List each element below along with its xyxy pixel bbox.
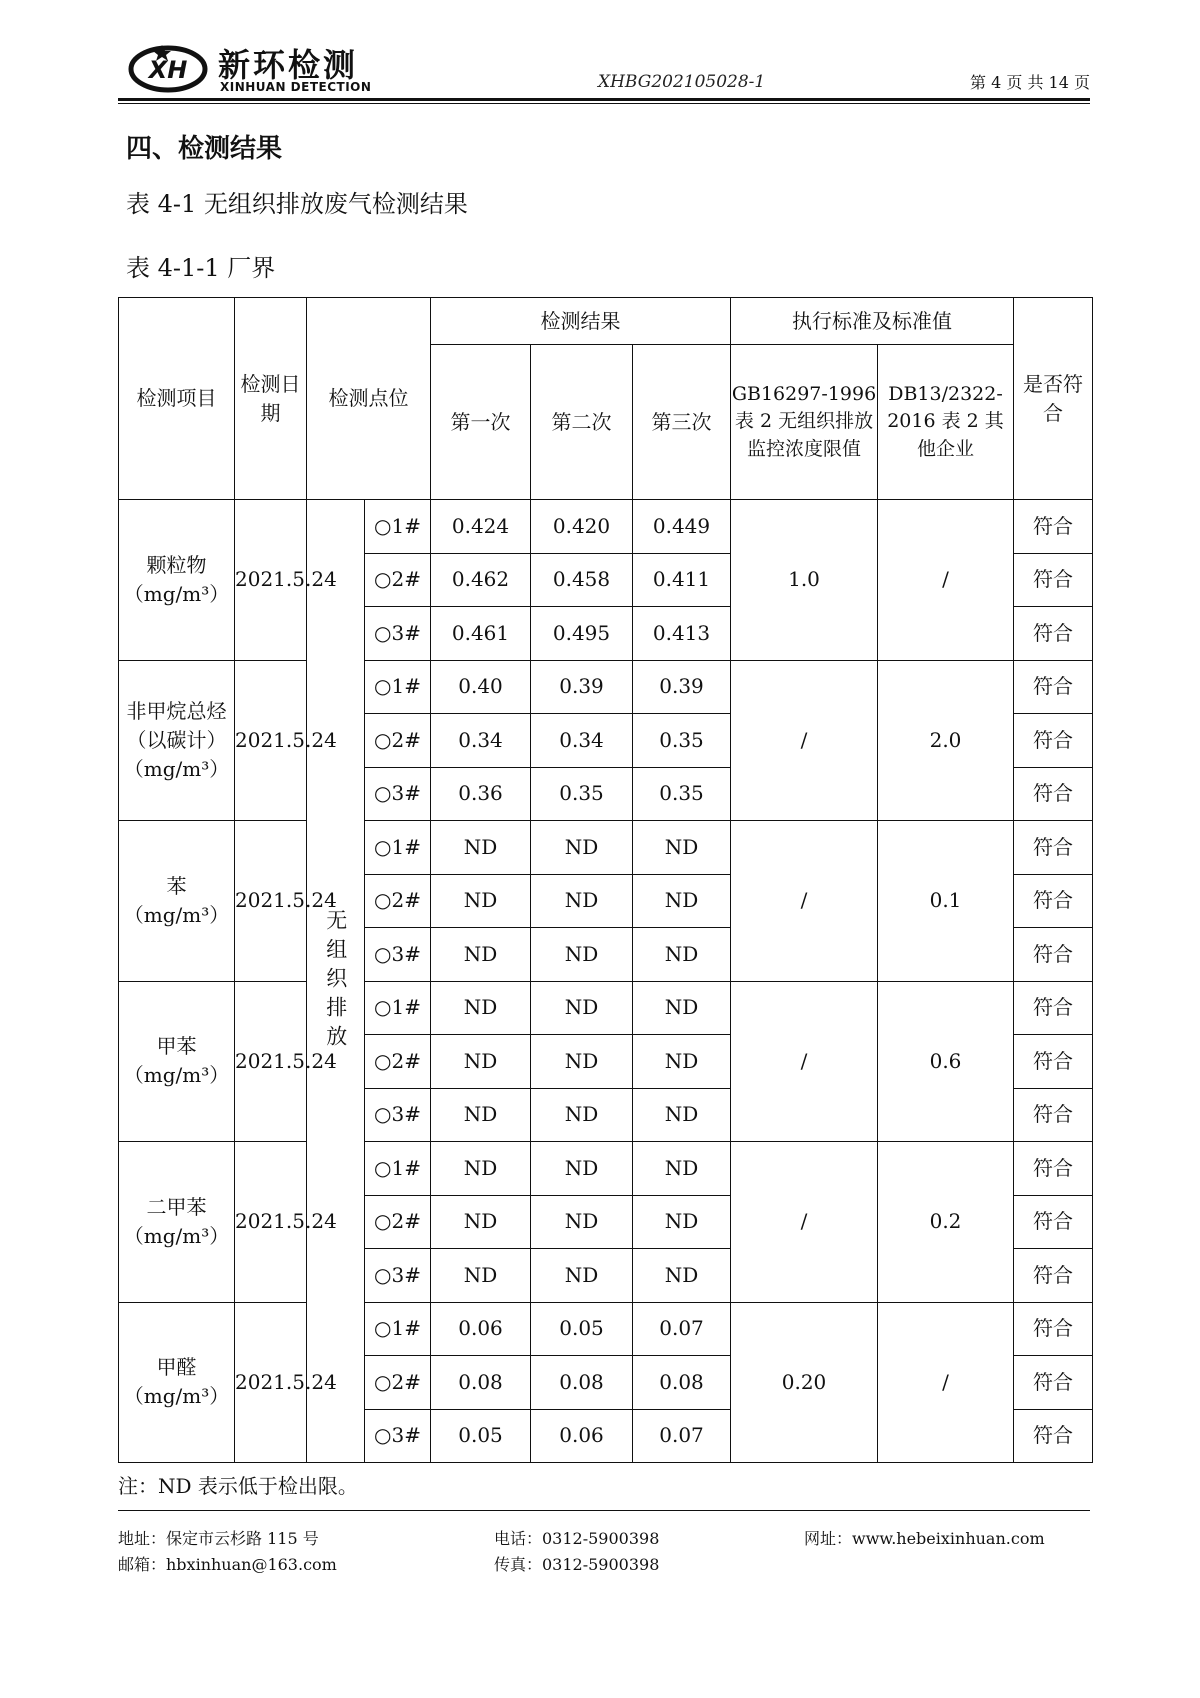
footer-address: 地址：保定市云杉路 115 号 [118,1529,319,1548]
std-db-value: 0.2 [878,1142,1014,1303]
point-cell: ○2# [365,874,431,928]
result-second: ND [531,928,633,982]
conform-cell: 符合 [1014,1195,1093,1249]
conform-cell: 符合 [1014,1035,1093,1089]
std-gb-value: / [731,660,878,821]
date-cell: 2021.5.24 [235,981,307,1142]
result-first: 0.462 [431,553,531,607]
point-cell: ○3# [365,1409,431,1463]
result-third: 0.07 [633,1409,731,1463]
result-first: 0.424 [431,500,531,554]
result-first: ND [431,874,531,928]
date-cell: 2021.5.24 [235,1302,307,1463]
conform-cell: 符合 [1014,1356,1093,1410]
conform-cell: 符合 [1014,821,1093,875]
result-third: 0.35 [633,767,731,821]
point-cell: ○3# [365,928,431,982]
point-cell: ○1# [365,1302,431,1356]
table-note: 注：ND 表示低于检出限。 [118,1474,358,1498]
footer-email: 邮箱：hbxinhuan@163.com [118,1555,337,1574]
report-number: XHBG202105028-1 [598,72,766,92]
col-header-item: 检测项目 [119,298,235,500]
conform-cell: 符合 [1014,500,1093,554]
date-cell: 2021.5.24 [235,660,307,821]
page-info: 第 4 页 共 14 页 [970,73,1090,92]
col-header-date: 检测日期 [235,298,307,500]
point-cell: ○1# [365,500,431,554]
std-gb-value: / [731,981,878,1142]
std-gb-value: / [731,1142,878,1303]
footer-fax: 传真：0312-5900398 [494,1555,660,1574]
result-second: 0.34 [531,714,633,768]
point-cell: ○2# [365,1356,431,1410]
result-third: ND [633,874,731,928]
result-second: ND [531,1035,633,1089]
col-header-results: 检测结果 [431,298,731,345]
date-cell: 2021.5.24 [235,821,307,982]
item-cell: 甲苯（mg/m³） [119,981,235,1142]
result-first: ND [431,1142,531,1196]
result-second: 0.06 [531,1409,633,1463]
result-second: 0.05 [531,1302,633,1356]
conform-cell: 符合 [1014,981,1093,1035]
result-first: ND [431,821,531,875]
point-cell: ○2# [365,1035,431,1089]
company-logo [128,42,208,94]
std-gb-value: / [731,821,878,982]
result-first: ND [431,1035,531,1089]
std-db-value: 2.0 [878,660,1014,821]
col-header-first: 第一次 [431,345,531,500]
result-first: 0.34 [431,714,531,768]
result-second: 0.35 [531,767,633,821]
table-row [119,981,1093,1035]
result-third: ND [633,1142,731,1196]
conform-cell: 符合 [1014,553,1093,607]
point-cell: ○1# [365,821,431,875]
result-third: ND [633,1195,731,1249]
col-header-second: 第二次 [531,345,633,500]
table-row [119,1302,1093,1356]
result-third: 0.07 [633,1302,731,1356]
conform-cell: 符合 [1014,1302,1093,1356]
result-second: 0.495 [531,607,633,661]
result-third: 0.35 [633,714,731,768]
table-row [119,660,1093,714]
date-cell: 2021.5.24 [235,1142,307,1303]
result-first: ND [431,981,531,1035]
page-header [118,38,1090,100]
result-third: ND [633,981,731,1035]
date-cell: 2021.5.24 [235,500,307,661]
result-second: 0.39 [531,660,633,714]
point-cell: ○3# [365,1249,431,1303]
col-header-point: 检测点位 [307,298,431,500]
std-db-value: 0.6 [878,981,1014,1142]
result-first: 0.40 [431,660,531,714]
result-second: 0.458 [531,553,633,607]
point-cell: ○3# [365,607,431,661]
result-third: ND [633,928,731,982]
brand-name-en: XINHUAN DETECTION [220,80,372,94]
item-cell: 甲醛（mg/m³） [119,1302,235,1463]
result-third: 0.413 [633,607,731,661]
result-third: 0.08 [633,1356,731,1410]
result-third: ND [633,1249,731,1303]
sub-table-title: 表 4-1-1 厂界 [126,254,276,282]
conform-cell: 符合 [1014,660,1093,714]
point-cell: ○2# [365,1195,431,1249]
result-third: ND [633,1088,731,1142]
result-second: 0.08 [531,1356,633,1410]
conform-cell: 符合 [1014,928,1093,982]
item-cell: 二甲苯（mg/m³） [119,1142,235,1303]
std-gb-value: 0.20 [731,1302,878,1463]
conform-cell: 符合 [1014,714,1093,768]
col-header-conform: 是否符合 [1014,298,1093,500]
item-cell: 苯（mg/m³） [119,821,235,982]
result-second: ND [531,1088,633,1142]
header-rule-thin [118,103,1090,104]
footer-phone: 电话：0312-5900398 [494,1529,660,1548]
result-first: 0.36 [431,767,531,821]
conform-cell: 符合 [1014,1409,1093,1463]
result-first: 0.08 [431,1356,531,1410]
std-db-value: / [878,500,1014,661]
results-table [118,297,1093,1463]
footer-rule [118,1510,1090,1511]
conform-cell: 符合 [1014,1249,1093,1303]
table-row [119,821,1093,875]
table-row [119,1142,1093,1196]
std-db-value: / [878,1302,1014,1463]
result-third: 0.411 [633,553,731,607]
result-first: ND [431,928,531,982]
footer-website: 网址：www.hebeixinhuan.com [804,1529,1045,1548]
conform-cell: 符合 [1014,607,1093,661]
table-title: 表 4-1 无组织排放废气检测结果 [126,190,468,218]
col-header-standard: 执行标准及标准值 [731,298,1014,345]
header-rule-thick [118,98,1090,101]
conform-cell: 符合 [1014,767,1093,821]
table-row [119,500,1093,554]
section-title: 四、检测结果 [126,134,283,164]
item-cell: 颗粒物（mg/m³） [119,500,235,661]
result-third: 0.449 [633,500,731,554]
point-cell: ○1# [365,981,431,1035]
point-cell: ○3# [365,1088,431,1142]
col-header-std-gb: GB16297-1996 表 2 无组织排放监控浓度限值 [731,345,878,500]
result-second: ND [531,981,633,1035]
col-header-std-db: DB13/2322-2016 表 2 其他企业 [878,345,1014,500]
result-second: ND [531,874,633,928]
result-first: 0.461 [431,607,531,661]
result-second: ND [531,821,633,875]
point-cell: ○1# [365,1142,431,1196]
conform-cell: 符合 [1014,1088,1093,1142]
point-cell: ○1# [365,660,431,714]
point-cell: ○3# [365,767,431,821]
result-first: ND [431,1088,531,1142]
result-second: ND [531,1195,633,1249]
result-third: 0.39 [633,660,731,714]
point-cell: ○2# [365,714,431,768]
brand-name-cn: 新环检测 [218,46,359,84]
emission-type-cell: 无组织排放 [307,500,365,1463]
result-third: ND [633,821,731,875]
result-second: ND [531,1249,633,1303]
result-second: ND [531,1142,633,1196]
result-first: 0.05 [431,1409,531,1463]
point-cell: ○2# [365,553,431,607]
std-gb-value: 1.0 [731,500,878,661]
logo-text: XH [148,56,188,84]
result-first: ND [431,1249,531,1303]
result-third: ND [633,1035,731,1089]
item-cell: 非甲烷总烃（以碳计）（mg/m³） [119,660,235,821]
col-header-third: 第三次 [633,345,731,500]
result-second: 0.420 [531,500,633,554]
result-first: ND [431,1195,531,1249]
result-first: 0.06 [431,1302,531,1356]
std-db-value: 0.1 [878,821,1014,982]
conform-cell: 符合 [1014,874,1093,928]
conform-cell: 符合 [1014,1142,1093,1196]
